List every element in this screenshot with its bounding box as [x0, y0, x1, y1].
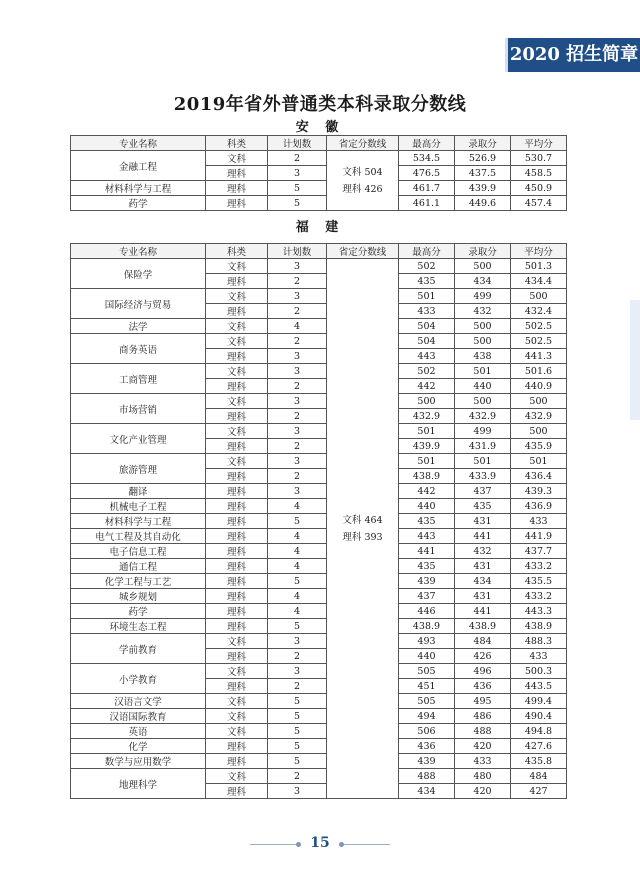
table-row [71, 334, 567, 349]
major-cell: 药学 [71, 196, 206, 211]
min-score-cell: 501 [455, 454, 511, 469]
plan-cell: 2 [268, 334, 327, 349]
avg-score-cell: 435.8 [511, 754, 567, 769]
min-score-cell: 500 [455, 319, 511, 334]
max-score-cell: 501 [399, 454, 455, 469]
min-score-cell: 500 [455, 394, 511, 409]
max-score-cell: 435 [399, 514, 455, 529]
min-score-cell: 420 [455, 784, 511, 799]
type-cell: 文科 [206, 769, 268, 784]
avg-score-cell: 427 [511, 784, 567, 799]
max-score-cell: 439 [399, 574, 455, 589]
plan-cell: 4 [268, 589, 327, 604]
plan-cell: 2 [268, 439, 327, 454]
min-score-cell: 431 [455, 559, 511, 574]
table-row [71, 604, 567, 619]
min-score-cell: 440 [455, 379, 511, 394]
fujian-score-table [70, 243, 567, 799]
min-score-cell: 480 [455, 769, 511, 784]
avg-score-cell: 433.2 [511, 559, 567, 574]
max-score-cell: 442 [399, 484, 455, 499]
max-score-cell: 435 [399, 559, 455, 574]
plan-cell: 5 [268, 694, 327, 709]
major-cell: 城乡规划 [71, 589, 206, 604]
major-cell: 材料科学与工程 [71, 181, 206, 196]
avg-score-cell: 488.3 [511, 634, 567, 649]
max-score-cell: 476.5 [399, 166, 455, 181]
provincial-line-value: 文科 504 [342, 166, 383, 178]
plan-cell: 5 [268, 754, 327, 769]
plan-cell: 4 [268, 499, 327, 514]
min-score-cell: 432 [455, 544, 511, 559]
table-row [71, 151, 567, 166]
min-score-cell: 526.9 [455, 151, 511, 166]
avg-score-cell: 436.9 [511, 499, 567, 514]
major-cell: 电子信息工程 [71, 544, 206, 559]
avg-score-cell: 440.9 [511, 379, 567, 394]
header-type: 科类 [206, 244, 268, 259]
plan-cell: 3 [268, 424, 327, 439]
max-score-cell: 436 [399, 739, 455, 754]
max-score-cell: 446 [399, 604, 455, 619]
avg-score-cell: 500 [511, 289, 567, 304]
plan-cell: 5 [268, 709, 327, 724]
type-cell: 理科 [206, 784, 268, 799]
table-row [71, 319, 567, 334]
type-cell: 文科 [206, 664, 268, 679]
min-score-cell: 435 [455, 499, 511, 514]
avg-score-cell: 500 [511, 424, 567, 439]
type-cell: 理科 [206, 484, 268, 499]
avg-score-cell: 435.5 [511, 574, 567, 589]
major-cell: 法学 [71, 319, 206, 334]
major-cell: 药学 [71, 604, 206, 619]
max-score-cell: 442 [399, 379, 455, 394]
avg-score-cell: 441.3 [511, 349, 567, 364]
major-cell: 化学 [71, 739, 206, 754]
provincial-line-value: 理科 393 [342, 531, 383, 543]
min-score-cell: 486 [455, 709, 511, 724]
avg-score-cell: 502.5 [511, 334, 567, 349]
avg-score-cell: 457.4 [511, 196, 567, 211]
type-cell: 理科 [206, 379, 268, 394]
table-row [71, 181, 567, 196]
page-number: 15 [310, 835, 330, 851]
table-row [71, 484, 567, 499]
type-cell: 文科 [206, 454, 268, 469]
major-cell: 机械电子工程 [71, 499, 206, 514]
provincial-line-cell [327, 151, 399, 211]
min-score-cell: 437 [455, 484, 511, 499]
plan-cell: 2 [268, 379, 327, 394]
max-score-cell: 504 [399, 334, 455, 349]
header-major: 专业名称 [71, 136, 206, 151]
max-score-cell: 451 [399, 679, 455, 694]
major-cell: 电气工程及其自动化 [71, 529, 206, 544]
table-row [71, 754, 567, 769]
plan-cell: 2 [268, 679, 327, 694]
table-row [71, 634, 567, 649]
avg-score-cell: 432.4 [511, 304, 567, 319]
major-cell: 通信工程 [71, 559, 206, 574]
min-score-cell: 434 [455, 274, 511, 289]
type-cell: 理科 [206, 409, 268, 424]
max-score-cell: 438.9 [399, 619, 455, 634]
plan-cell: 2 [268, 649, 327, 664]
major-cell: 小学教育 [71, 664, 206, 694]
major-cell: 市场营销 [71, 394, 206, 424]
major-cell: 文化产业管理 [71, 424, 206, 454]
region-title-fujian: 福 建 [295, 220, 345, 235]
major-cell: 工商管理 [71, 364, 206, 394]
plan-cell: 4 [268, 559, 327, 574]
header-max: 最高分 [399, 136, 455, 151]
plan-cell: 3 [268, 784, 327, 799]
type-cell: 理科 [206, 574, 268, 589]
type-cell: 理科 [206, 166, 268, 181]
avg-score-cell: 427.6 [511, 739, 567, 754]
header-line: 省定分数线 [327, 136, 399, 151]
plan-cell: 3 [268, 394, 327, 409]
type-cell: 文科 [206, 709, 268, 724]
max-score-cell: 461.7 [399, 181, 455, 196]
major-cell: 地理科学 [71, 769, 206, 799]
avg-score-cell: 433 [511, 514, 567, 529]
provincial-line-cell [327, 259, 399, 799]
avg-score-cell: 432.9 [511, 409, 567, 424]
avg-score-cell: 484 [511, 769, 567, 784]
avg-score-cell: 438.9 [511, 619, 567, 634]
major-cell: 旅游管理 [71, 454, 206, 484]
max-score-cell: 432.9 [399, 409, 455, 424]
min-score-cell: 431 [455, 589, 511, 604]
header-type: 科类 [206, 136, 268, 151]
max-score-cell: 439 [399, 754, 455, 769]
type-cell: 理科 [206, 754, 268, 769]
avg-score-cell: 500.3 [511, 664, 567, 679]
provincial-line-value: 文科 464 [342, 514, 383, 526]
min-score-cell: 420 [455, 739, 511, 754]
table-row [71, 424, 567, 439]
plan-cell: 5 [268, 196, 327, 211]
plan-cell: 2 [268, 409, 327, 424]
max-score-cell: 461.1 [399, 196, 455, 211]
type-cell: 理科 [206, 559, 268, 574]
max-score-cell: 501 [399, 424, 455, 439]
type-cell: 理科 [206, 274, 268, 289]
plan-cell: 4 [268, 544, 327, 559]
avg-score-cell: 450.9 [511, 181, 567, 196]
region-title-anhui: 安 徽 [295, 120, 345, 135]
max-score-cell: 504 [399, 319, 455, 334]
avg-score-cell: 433.2 [511, 589, 567, 604]
type-cell: 理科 [206, 619, 268, 634]
header-line: 省定分数线 [327, 244, 399, 259]
avg-score-cell: 443.3 [511, 604, 567, 619]
type-cell: 文科 [206, 394, 268, 409]
min-score-cell: 441 [455, 529, 511, 544]
table-row [71, 709, 567, 724]
min-score-cell: 449.6 [455, 196, 511, 211]
plan-cell: 2 [268, 469, 327, 484]
type-cell: 文科 [206, 694, 268, 709]
plan-cell: 4 [268, 604, 327, 619]
type-cell: 文科 [206, 724, 268, 739]
table-row [71, 619, 567, 634]
anhui-score-table [70, 135, 567, 211]
max-score-cell: 505 [399, 694, 455, 709]
plan-cell: 3 [268, 664, 327, 679]
major-cell: 化学工程与工艺 [71, 574, 206, 589]
avg-score-cell: 435.9 [511, 439, 567, 454]
footer-line-left [250, 844, 296, 845]
type-cell: 文科 [206, 364, 268, 379]
min-score-cell: 501 [455, 364, 511, 379]
avg-score-cell: 502.5 [511, 319, 567, 334]
table-row [71, 499, 567, 514]
table-row [71, 769, 567, 784]
max-score-cell: 506 [399, 724, 455, 739]
type-cell: 理科 [206, 529, 268, 544]
max-score-cell: 434 [399, 784, 455, 799]
plan-cell: 4 [268, 529, 327, 544]
brochure-tab: 2020 招生简章 [505, 38, 640, 72]
avg-score-cell: 434.4 [511, 274, 567, 289]
table-row [71, 514, 567, 529]
min-score-cell: 433 [455, 754, 511, 769]
max-score-cell: 435 [399, 274, 455, 289]
header-avg: 平均分 [511, 244, 567, 259]
max-score-cell: 501 [399, 289, 455, 304]
table-row [71, 724, 567, 739]
table-row [71, 694, 567, 709]
max-score-cell: 502 [399, 364, 455, 379]
min-score-cell: 499 [455, 424, 511, 439]
provincial-line-value: 理科 426 [342, 183, 383, 195]
min-score-cell: 437.5 [455, 166, 511, 181]
table-row [71, 559, 567, 574]
max-score-cell: 502 [399, 259, 455, 274]
plan-cell: 3 [268, 454, 327, 469]
type-cell: 文科 [206, 259, 268, 274]
min-score-cell: 495 [455, 694, 511, 709]
min-score-cell: 496 [455, 664, 511, 679]
min-score-cell: 426 [455, 649, 511, 664]
table-header-row [71, 136, 567, 151]
plan-cell: 2 [268, 769, 327, 784]
plan-cell: 5 [268, 724, 327, 739]
decorative-strip [630, 300, 640, 420]
max-score-cell: 437 [399, 589, 455, 604]
type-cell: 理科 [206, 604, 268, 619]
plan-cell: 5 [268, 181, 327, 196]
table-header-row [71, 244, 567, 259]
type-cell: 文科 [206, 634, 268, 649]
avg-score-cell: 443.5 [511, 679, 567, 694]
avg-score-cell: 501.3 [511, 259, 567, 274]
type-cell: 文科 [206, 289, 268, 304]
type-cell: 理科 [206, 514, 268, 529]
type-cell: 理科 [206, 544, 268, 559]
major-cell: 翻译 [71, 484, 206, 499]
avg-score-cell: 501 [511, 454, 567, 469]
type-cell: 理科 [206, 196, 268, 211]
table-row [71, 289, 567, 304]
min-score-cell: 499 [455, 289, 511, 304]
avg-score-cell: 437.7 [511, 544, 567, 559]
type-cell: 文科 [206, 334, 268, 349]
avg-score-cell: 441.9 [511, 529, 567, 544]
max-score-cell: 493 [399, 634, 455, 649]
table-row [71, 739, 567, 754]
max-score-cell: 534.5 [399, 151, 455, 166]
min-score-cell: 431.9 [455, 439, 511, 454]
min-score-cell: 432.9 [455, 409, 511, 424]
min-score-cell: 441 [455, 604, 511, 619]
avg-score-cell: 500 [511, 394, 567, 409]
min-score-cell: 433.9 [455, 469, 511, 484]
major-cell: 学前教育 [71, 634, 206, 664]
major-cell: 材料科学与工程 [71, 514, 206, 529]
min-score-cell: 436 [455, 679, 511, 694]
avg-score-cell: 439.3 [511, 484, 567, 499]
major-cell: 商务英语 [71, 334, 206, 364]
type-cell: 理科 [206, 499, 268, 514]
footer-dot-left [296, 842, 301, 847]
plan-cell: 2 [268, 151, 327, 166]
table-row [71, 664, 567, 679]
type-cell: 理科 [206, 469, 268, 484]
table-row [71, 364, 567, 379]
avg-score-cell: 490.4 [511, 709, 567, 724]
header-plan: 计划数 [268, 136, 327, 151]
type-cell: 理科 [206, 181, 268, 196]
type-cell: 理科 [206, 349, 268, 364]
major-cell: 汉语言文学 [71, 694, 206, 709]
table-row [71, 394, 567, 409]
type-cell: 文科 [206, 151, 268, 166]
plan-cell: 4 [268, 319, 327, 334]
min-score-cell: 431 [455, 514, 511, 529]
table-row [71, 529, 567, 544]
plan-cell: 3 [268, 289, 327, 304]
max-score-cell: 500 [399, 394, 455, 409]
header-avg: 平均分 [511, 136, 567, 151]
min-score-cell: 500 [455, 334, 511, 349]
header-min: 录取分 [455, 244, 511, 259]
max-score-cell: 441 [399, 544, 455, 559]
plan-cell: 5 [268, 619, 327, 634]
type-cell: 理科 [206, 739, 268, 754]
major-cell: 数学与应用数学 [71, 754, 206, 769]
header-max: 最高分 [399, 244, 455, 259]
table-row [71, 589, 567, 604]
page-title: 2019年省外普通类本科录取分数线 [173, 94, 467, 115]
max-score-cell: 494 [399, 709, 455, 724]
max-score-cell: 488 [399, 769, 455, 784]
plan-cell: 3 [268, 259, 327, 274]
major-cell: 国际经济与贸易 [71, 289, 206, 319]
avg-score-cell: 436.4 [511, 469, 567, 484]
min-score-cell: 438 [455, 349, 511, 364]
header-plan: 计划数 [268, 244, 327, 259]
type-cell: 理科 [206, 439, 268, 454]
max-score-cell: 440 [399, 649, 455, 664]
table-row [71, 574, 567, 589]
avg-score-cell: 433 [511, 649, 567, 664]
plan-cell: 3 [268, 634, 327, 649]
major-cell: 汉语国际教育 [71, 709, 206, 724]
plan-cell: 3 [268, 364, 327, 379]
plan-cell: 5 [268, 739, 327, 754]
max-score-cell: 443 [399, 349, 455, 364]
major-cell: 金融工程 [71, 151, 206, 181]
min-score-cell: 500 [455, 259, 511, 274]
type-cell: 文科 [206, 424, 268, 439]
max-score-cell: 440 [399, 499, 455, 514]
table-row [71, 259, 567, 274]
plan-cell: 3 [268, 349, 327, 364]
major-cell: 保险学 [71, 259, 206, 289]
avg-score-cell: 530.7 [511, 151, 567, 166]
table-row [71, 454, 567, 469]
plan-cell: 5 [268, 514, 327, 529]
major-cell: 英语 [71, 724, 206, 739]
table-row [71, 196, 567, 211]
max-score-cell: 438.9 [399, 469, 455, 484]
header-major: 专业名称 [71, 244, 206, 259]
type-cell: 理科 [206, 679, 268, 694]
page-footer [250, 833, 390, 857]
min-score-cell: 434 [455, 574, 511, 589]
plan-cell: 5 [268, 574, 327, 589]
max-score-cell: 443 [399, 529, 455, 544]
plan-cell: 2 [268, 274, 327, 289]
min-score-cell: 484 [455, 634, 511, 649]
max-score-cell: 439.9 [399, 439, 455, 454]
avg-score-cell: 499.4 [511, 694, 567, 709]
min-score-cell: 438.9 [455, 619, 511, 634]
max-score-cell: 433 [399, 304, 455, 319]
min-score-cell: 432 [455, 304, 511, 319]
footer-line-right [344, 844, 390, 845]
table-row [71, 544, 567, 559]
plan-cell: 3 [268, 484, 327, 499]
type-cell: 理科 [206, 649, 268, 664]
header-min: 录取分 [455, 136, 511, 151]
avg-score-cell: 501.6 [511, 364, 567, 379]
plan-cell: 3 [268, 166, 327, 181]
type-cell: 理科 [206, 304, 268, 319]
min-score-cell: 439.9 [455, 181, 511, 196]
major-cell: 环境生态工程 [71, 619, 206, 634]
type-cell: 理科 [206, 589, 268, 604]
min-score-cell: 488 [455, 724, 511, 739]
max-score-cell: 505 [399, 664, 455, 679]
avg-score-cell: 494.8 [511, 724, 567, 739]
type-cell: 文科 [206, 319, 268, 334]
plan-cell: 2 [268, 304, 327, 319]
avg-score-cell: 458.5 [511, 166, 567, 181]
